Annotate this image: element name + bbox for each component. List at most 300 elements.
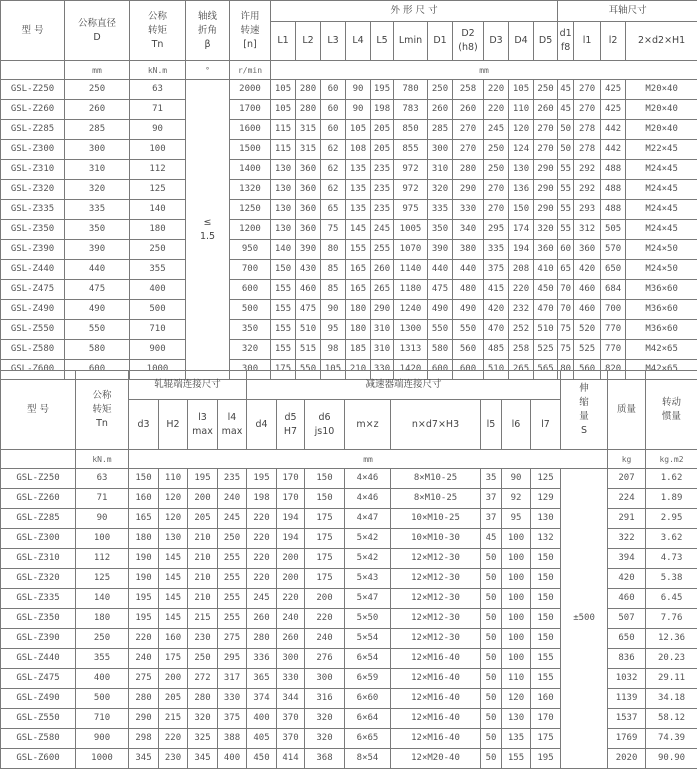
col-d5: D5 [534,22,558,61]
table-cell: M20×40 [626,120,697,140]
table-cell: 190 [129,549,159,569]
table-cell: GSL-Z335 [1,589,76,609]
table-cell: M20×40 [626,80,697,100]
table-cell: 194 [277,509,305,529]
table-cell: 272 [188,669,218,689]
table-cell: 110 [159,469,188,489]
table-cell: 390 [428,240,453,260]
table-cell: 400 [130,280,186,300]
table-cell: 270 [484,200,509,220]
table-cell: 510 [534,320,558,340]
table-cell: 50 [481,749,502,769]
table-cell: 75 [558,320,574,340]
table-cell: GSL-Z550 [1,709,76,729]
table-cell: 105 [321,360,346,380]
table-cell: 1070 [394,240,428,260]
table-cell: 220 [277,589,305,609]
table-cell: 105 [346,120,371,140]
table-cell: 360 [534,240,558,260]
table-cell: 135 [346,200,371,220]
table-cell: 63 [130,80,186,100]
table-cell: 34.18 [646,689,697,709]
table-cell: 355 [130,260,186,280]
table-cell: 290 [534,180,558,200]
table-cell: 60 [321,120,346,140]
table-cell: 684 [601,280,626,300]
table-cell: 770 [601,320,626,340]
table-cell: 50 [481,689,502,709]
table-cell: 345 [129,749,159,769]
table-cell: 235 [218,469,247,489]
table-cell: 360 [296,160,321,180]
table-cell: 90.90 [646,749,697,769]
table-cell: 155 [531,669,561,689]
table-cell: 220 [129,629,159,649]
table-cell: 90 [76,509,129,529]
table-cell: 195 [371,80,394,100]
table-cell: 95 [502,509,531,529]
col-l7: l7 [531,400,561,450]
table-cell: 260 [534,100,558,120]
table-cell: 315 [296,120,321,140]
table-cell: 1140 [394,260,428,280]
table-cell: 293 [574,200,601,220]
table-cell: 1005 [394,220,428,240]
table-cell: 50 [481,549,502,569]
table-cell: 125 [130,180,186,200]
table-cell: 12×M12-30 [391,609,481,629]
unit-diameter: mm [65,61,130,80]
table-cell: 275 [129,669,159,689]
table-cell: 100 [130,140,186,160]
table-row [1,80,697,100]
table-cell: M36×60 [626,280,697,300]
table-cell: 250 [76,629,129,649]
table-cell: 175 [305,529,345,549]
table-cell: 130 [271,200,296,220]
table-cell: 388 [218,729,247,749]
col-d6-label: d6 [305,411,344,425]
col-d1-tol: f8 [558,41,573,55]
table-cell: 770 [601,340,626,360]
table-cell: 175 [305,549,345,569]
table-cell: 75 [321,220,346,240]
table-cell: 120 [502,689,531,709]
table-cell: 360 [296,180,321,200]
table-cell: 62 [321,160,346,180]
col-l4-label: l4 [218,411,246,425]
col-lmin: Lmin [394,22,428,61]
table-cell: 850 [394,120,428,140]
table-cell: 220 [509,280,534,300]
table-cell: 145 [159,569,188,589]
table-cell: 80 [558,360,574,380]
col-d2-tol: (h8) [453,41,483,55]
table-cell: 440 [65,260,130,280]
table-cell: GSL-Z490 [1,300,65,320]
table-cell: 1320 [230,180,271,200]
table-cell: 150 [531,569,561,589]
table-cell: 280 [296,80,321,100]
table-cell: 62 [321,140,346,160]
table-cell: 235 [371,200,394,220]
table-cell: 3.62 [646,529,697,549]
table-cell: 220 [305,609,345,629]
table-cell: 60 [321,80,346,100]
table-cell: 270 [484,180,509,200]
table-cell: 580 [65,340,130,360]
table-cell: 240 [277,609,305,629]
table-cell: 400 [76,669,129,689]
header-torque-l3: Tn [130,38,185,52]
table-cell: 972 [394,160,428,180]
header-stretch-l1: 伸 [561,382,607,396]
table-row [1,120,697,140]
table-cell: 270 [574,100,601,120]
table-cell: 360 [296,200,321,220]
table-cell: 175 [305,509,345,529]
table-cell: 245 [218,509,247,529]
header-angle-l2: 折角 [186,24,229,38]
table-cell: 972 [394,180,428,200]
table-cell: 6×64 [345,709,391,729]
table-cell: 235 [371,160,394,180]
col-d3: D3 [484,22,509,61]
table-cell: 250 [218,529,247,549]
table-cell: 200 [277,569,305,589]
header-roll-group: 轧辊端连接尺寸 [129,371,247,400]
table-cell: 292 [574,180,601,200]
table-cell: 525 [534,340,558,360]
table-cell: 135 [346,160,371,180]
table-cell: M36×60 [626,320,697,340]
table-cell: 310 [65,160,130,180]
dimensions-table-2 [0,370,697,769]
table-cell: 6×65 [345,729,391,749]
table-cell: 300 [230,360,271,380]
table-cell: 414 [277,749,305,769]
table-cell: 600 [428,360,453,380]
table-cell: 2020 [608,749,646,769]
table-cell: M24×45 [626,160,697,180]
table-cell: 300 [65,140,130,160]
table-cell: 260 [453,100,484,120]
table-cell: 140 [271,240,296,260]
header-torque-l1: 公称 [130,10,185,24]
header-model: 型 号 [1,1,65,61]
table-cell: 550 [65,320,130,340]
header-speed-l1: 许用 [230,10,270,24]
table-cell: 60 [321,100,346,120]
table-cell: 115 [271,140,296,160]
table-cell: 270 [574,80,601,100]
table-cell: 245 [371,220,394,240]
col-d1-label: d1 [558,27,573,41]
table-cell: 120 [509,120,534,140]
unit2-dims: mm [129,450,608,469]
table-cell: GSL-Z350 [1,220,65,240]
table-cell: GSL-Z490 [1,689,76,709]
table-cell: GSL-Z600 [1,360,65,380]
header-speed-l2: 转速 [230,24,270,38]
table-cell: 110 [502,669,531,689]
table-cell: 195 [247,469,277,489]
col-l1-trunnion: l1 [574,22,601,61]
table-cell: 475 [65,280,130,300]
table-cell: 194 [277,529,305,549]
table-cell: 105 [509,80,534,100]
table-cell: GSL-Z260 [1,489,76,509]
table-cell: 65 [321,200,346,220]
table-cell: 330 [218,689,247,709]
table-cell: 344 [277,689,305,709]
table-row [1,300,697,320]
table-cell: 20.23 [646,649,697,669]
table-cell: 124 [509,140,534,160]
table-cell: 442 [601,140,626,160]
table-cell: 210 [188,529,218,549]
table-cell: 65 [558,260,574,280]
table-cell: 900 [130,340,186,360]
table-cell: 836 [608,649,646,669]
table-cell: 370 [277,709,305,729]
table-cell: 174 [509,220,534,240]
table-cell: 135 [346,180,371,200]
table-cell: 475 [296,300,321,320]
table-cell: 70 [558,280,574,300]
col-l5: l5 [481,400,502,450]
table-cell: 510 [296,320,321,340]
table-cell: 5×42 [345,529,391,549]
table-cell: 198 [247,489,277,509]
table-cell: 550 [453,320,484,340]
table-cell: 300 [277,649,305,669]
table-cell: 320 [188,709,218,729]
table-cell: 5×43 [345,569,391,589]
table-cell: 130 [509,160,534,180]
table-cell: 5.38 [646,569,697,589]
table-cell: 565 [534,360,558,380]
table-cell: 150 [531,549,561,569]
header-angle [186,1,230,61]
table-cell: 315 [296,140,321,160]
table-cell: 205 [188,509,218,529]
table-cell: 180 [346,300,371,320]
table-cell: 220 [159,729,188,749]
table-cell: 215 [188,609,218,629]
table-cell: 12×M16-40 [391,689,481,709]
table-cell: 260 [65,100,130,120]
table-cell: 175 [271,360,296,380]
table-cell: 1032 [608,669,646,689]
col-l4-max [218,400,247,450]
table-cell: 420 [608,569,646,589]
table-cell: 75 [558,340,574,360]
table-cell: 278 [574,120,601,140]
table-row [1,200,697,220]
table-cell: 415 [484,280,509,300]
table-cell: GSL-Z475 [1,669,76,689]
table-cell: 85 [321,280,346,300]
table-cell: 180 [346,320,371,340]
table-cell: 430 [296,260,321,280]
table-cell: 145 [346,220,371,240]
table-cell: GSL-Z475 [1,280,65,300]
table-cell: 298 [129,729,159,749]
table-cell: 63 [76,469,129,489]
table-cell: 155 [271,280,296,300]
col-d2-h8 [453,22,484,61]
table-cell: 440 [453,260,484,280]
table-cell: 136 [509,180,534,200]
table-cell: 312 [574,220,601,240]
table-cell: 525 [574,340,601,360]
table-cell: 320 [305,709,345,729]
table-cell: GSL-Z285 [1,509,76,529]
table-cell: 12×M16-40 [391,669,481,689]
table-cell: 260 [277,629,305,649]
table-cell: 316 [305,689,345,709]
table-cell: GSL-Z310 [1,549,76,569]
table-cell: 160 [129,489,159,509]
table-cell: GSL-Z250 [1,469,76,489]
table-cell: 50 [481,669,502,689]
table-cell: 250 [428,80,453,100]
table-cell: 240 [305,629,345,649]
table-row [1,280,697,300]
table-cell: 198 [371,100,394,120]
table-cell: 285 [65,120,130,140]
table-cell: 510 [484,360,509,380]
table-cell: 100 [502,549,531,569]
unit2-mass: kg [608,450,646,469]
header-stretch-l2: 缩 [561,396,607,410]
table-cell: 260 [428,100,453,120]
col-d2-label: D2 [453,27,483,41]
table-cell: 600 [453,360,484,380]
table-cell: 1700 [230,100,271,120]
table-cell: 170 [277,489,305,509]
table-cell: 50 [481,729,502,749]
table-cell: 290 [453,180,484,200]
col-l3: L3 [321,22,346,61]
table-cell: 150 [305,469,345,489]
table-cell: 90 [502,469,531,489]
col-2xd2xh1: 2×d2×H1 [626,22,697,61]
table-cell: 135 [502,729,531,749]
table-cell: 330 [453,200,484,220]
table-cell: 140 [130,200,186,220]
table-row [1,320,697,340]
table-cell: 2.95 [646,509,697,529]
col-d6-tol: js10 [305,425,344,439]
table-cell: 185 [346,340,371,360]
table-cell: 460 [574,300,601,320]
table-cell: M42×65 [626,340,697,360]
table-cell: 175 [159,649,188,669]
table-cell: 35 [481,469,502,489]
table-cell: 460 [608,589,646,609]
table-cell: 12×M12-30 [391,629,481,649]
table-cell: 100 [502,629,531,649]
table-cell: 180 [76,609,129,629]
table-cell: 600 [230,280,271,300]
table-cell: 400 [218,749,247,769]
table-cell: 350 [428,220,453,240]
table-cell: 100 [502,589,531,609]
table-cell: 560 [574,360,601,380]
table-cell: 4.73 [646,549,697,569]
table-cell: 550 [296,360,321,380]
table-cell: 155 [502,749,531,769]
table-cell: 210 [188,589,218,609]
table-cell: 4×47 [345,509,391,529]
table-cell: 325 [188,729,218,749]
table-cell: 650 [608,629,646,649]
table-cell: M36×60 [626,300,697,320]
col-l4: L4 [346,22,371,61]
table-cell: M24×50 [626,240,697,260]
table-cell: M24×45 [626,220,697,240]
table-cell: 280 [453,160,484,180]
table-cell: 335 [484,240,509,260]
table-cell: 1313 [394,340,428,360]
col-d6-js10 [305,400,345,450]
table-cell: 29.11 [646,669,697,689]
table-cell: 150 [305,489,345,509]
table-cell: 260 [247,609,277,629]
angle-value-line: ≤ [186,216,229,230]
table-cell: 92 [502,489,531,509]
table-cell: 420 [574,260,601,280]
table-cell: GSL-Z260 [1,100,65,120]
table-row [1,240,697,260]
table-cell: 425 [601,80,626,100]
table-cell: 205 [371,120,394,140]
table-cell: 12×M12-30 [391,569,481,589]
table-cell: 130 [271,160,296,180]
table-cell: 650 [601,260,626,280]
table-cell: GSL-Z300 [1,140,65,160]
header-speed [230,1,271,61]
table-cell: 783 [394,100,428,120]
table-cell: 290 [129,709,159,729]
header-angle-l3: β [186,38,229,52]
table-cell: 330 [277,669,305,689]
table-cell: 175 [531,729,561,749]
table-cell: 280 [296,100,321,120]
table-cell: 470 [484,320,509,340]
table-cell: 58.12 [646,709,697,729]
table-cell: 280 [188,689,218,709]
table-cell: 975 [394,200,428,220]
table-cell: 120 [159,509,188,529]
header-stretch [561,371,608,450]
table-cell: 350 [65,220,130,240]
table-cell: GSL-Z335 [1,200,65,220]
table-cell: 180 [130,220,186,240]
table-cell: 108 [346,140,371,160]
table-cell: 1300 [394,320,428,340]
table-cell: 270 [534,140,558,160]
table-cell: 855 [394,140,428,160]
col-l4-max-label: max [218,425,246,439]
table-cell: 200 [277,549,305,569]
header-mass: 质量 [608,371,646,450]
table-cell: 1500 [230,140,271,160]
table-cell: 1400 [230,160,271,180]
table-cell: 130 [531,509,561,529]
